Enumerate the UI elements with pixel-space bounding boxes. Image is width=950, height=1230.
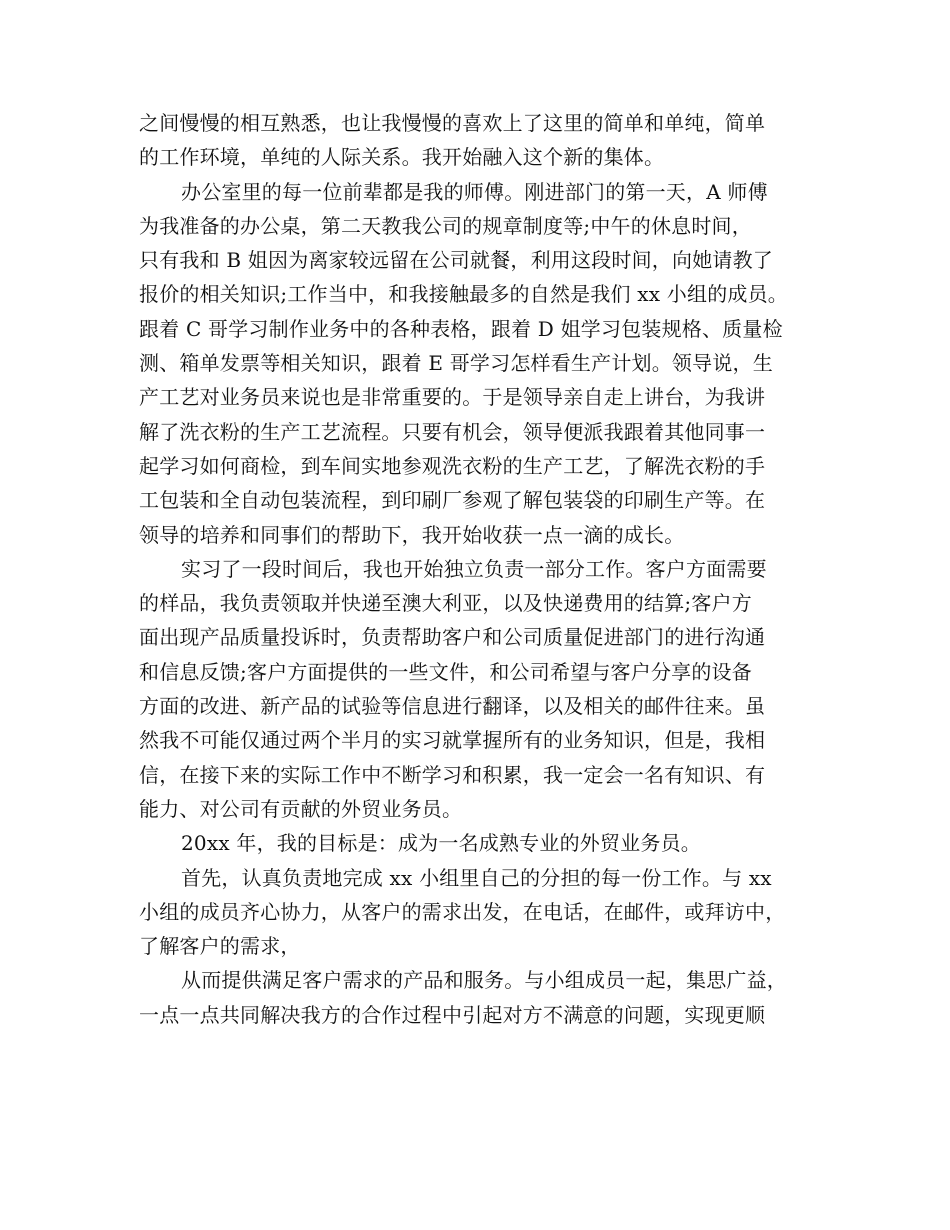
- text-line: 首先，认真负责地完成 xx 小组里自己的分担的每一份工作。与 xx: [181, 865, 772, 890]
- text-line: 然我不可能仅通过两个半月的实习就掌握所有的业务知识，但是，我相: [139, 728, 766, 753]
- text-line: 领导的培养和同事们的帮助下，我开始收获一点一滴的成长。: [139, 522, 685, 547]
- body-text: [139, 106, 829, 1032]
- text-line: 一点一点共同解决我方的合作过程中引起对方不满意的问题，实现更顺: [139, 1002, 766, 1027]
- text-line: 了解客户的需求，: [139, 934, 301, 959]
- text-line: 面出现产品质量投诉时，负责帮助客户和公司质量促进部门的进行沟通: [139, 625, 766, 650]
- text-line: 产工艺对业务员来说也是非常重要的。于是领导亲自走上讲台，为我讲: [139, 385, 766, 410]
- text-line: 工包装和全自动包装流程，到印刷厂参观了解包装袋的印刷生产等。在: [139, 488, 766, 513]
- text-line: 的工作环境，单纯的人际关系。我开始融入这个新的集体。: [139, 145, 665, 170]
- text-line: 小组的成员齐心协力，从客户的需求出发，在电话，在邮件，或拜访中，: [139, 899, 786, 924]
- text-line: 测、箱单发票等相关知识，跟着 E 哥学习怎样看生产计划。领导说，生: [139, 351, 773, 376]
- text-line: 只有我和 B 姐因为离家较远留在公司就餐，利用这段时间，向她请教了: [139, 248, 774, 273]
- text-line: 和信息反馈;客户方面提供的一些文件，和公司希望与客户分享的设备: [139, 659, 752, 684]
- text-line: 实习了一段时间后，我也开始独立负责一部分工作。客户方面需要: [181, 556, 767, 581]
- text-line: 能力、对公司有贡献的外贸业务员。: [139, 796, 463, 821]
- text-line: 的样品，我负责领取并快递至澳大利亚，以及快递费用的结算;客户方: [139, 591, 752, 616]
- text-line: 解了洗衣粉的生产工艺流程。只要有机会，领导便派我跟着其他同事一: [139, 419, 766, 444]
- text-line: 20xx 年，我的目标是：成为一名成熟专业的外贸业务员。: [181, 831, 701, 856]
- text-line: 跟着 C 哥学习制作业务中的各种表格，跟着 D 姐学习包装规格、质量检: [139, 316, 783, 341]
- text-line: 起学习如何商检，到车间实地参观洗衣粉的生产工艺，了解洗衣粉的手: [139, 453, 766, 478]
- text-line: 信，在接下来的实际工作中不断学习和积累，我一定会一名有知识、有: [139, 762, 766, 787]
- text-line: 办公室里的每一位前辈都是我的师傅。刚进部门的第一天，A 师傅: [181, 179, 768, 204]
- text-line: 报价的相关知识;工作当中，和我接触最多的自然是我们 xx 小组的成员。: [139, 282, 789, 307]
- text-line: 方面的改进、新产品的试验等信息进行翻译，以及相关的邮件往来。虽: [139, 694, 766, 719]
- text-line: 之间慢慢的相互熟悉，也让我慢慢的喜欢上了这里的简单和单纯，简单: [139, 111, 766, 135]
- text-line: 从而提供满足客户需求的产品和服务。与小组成员一起，集思广益，: [181, 968, 787, 993]
- text-line: 为我准备的办公桌，第二天教我公司的规章制度等;中午的休息时间，: [139, 213, 752, 238]
